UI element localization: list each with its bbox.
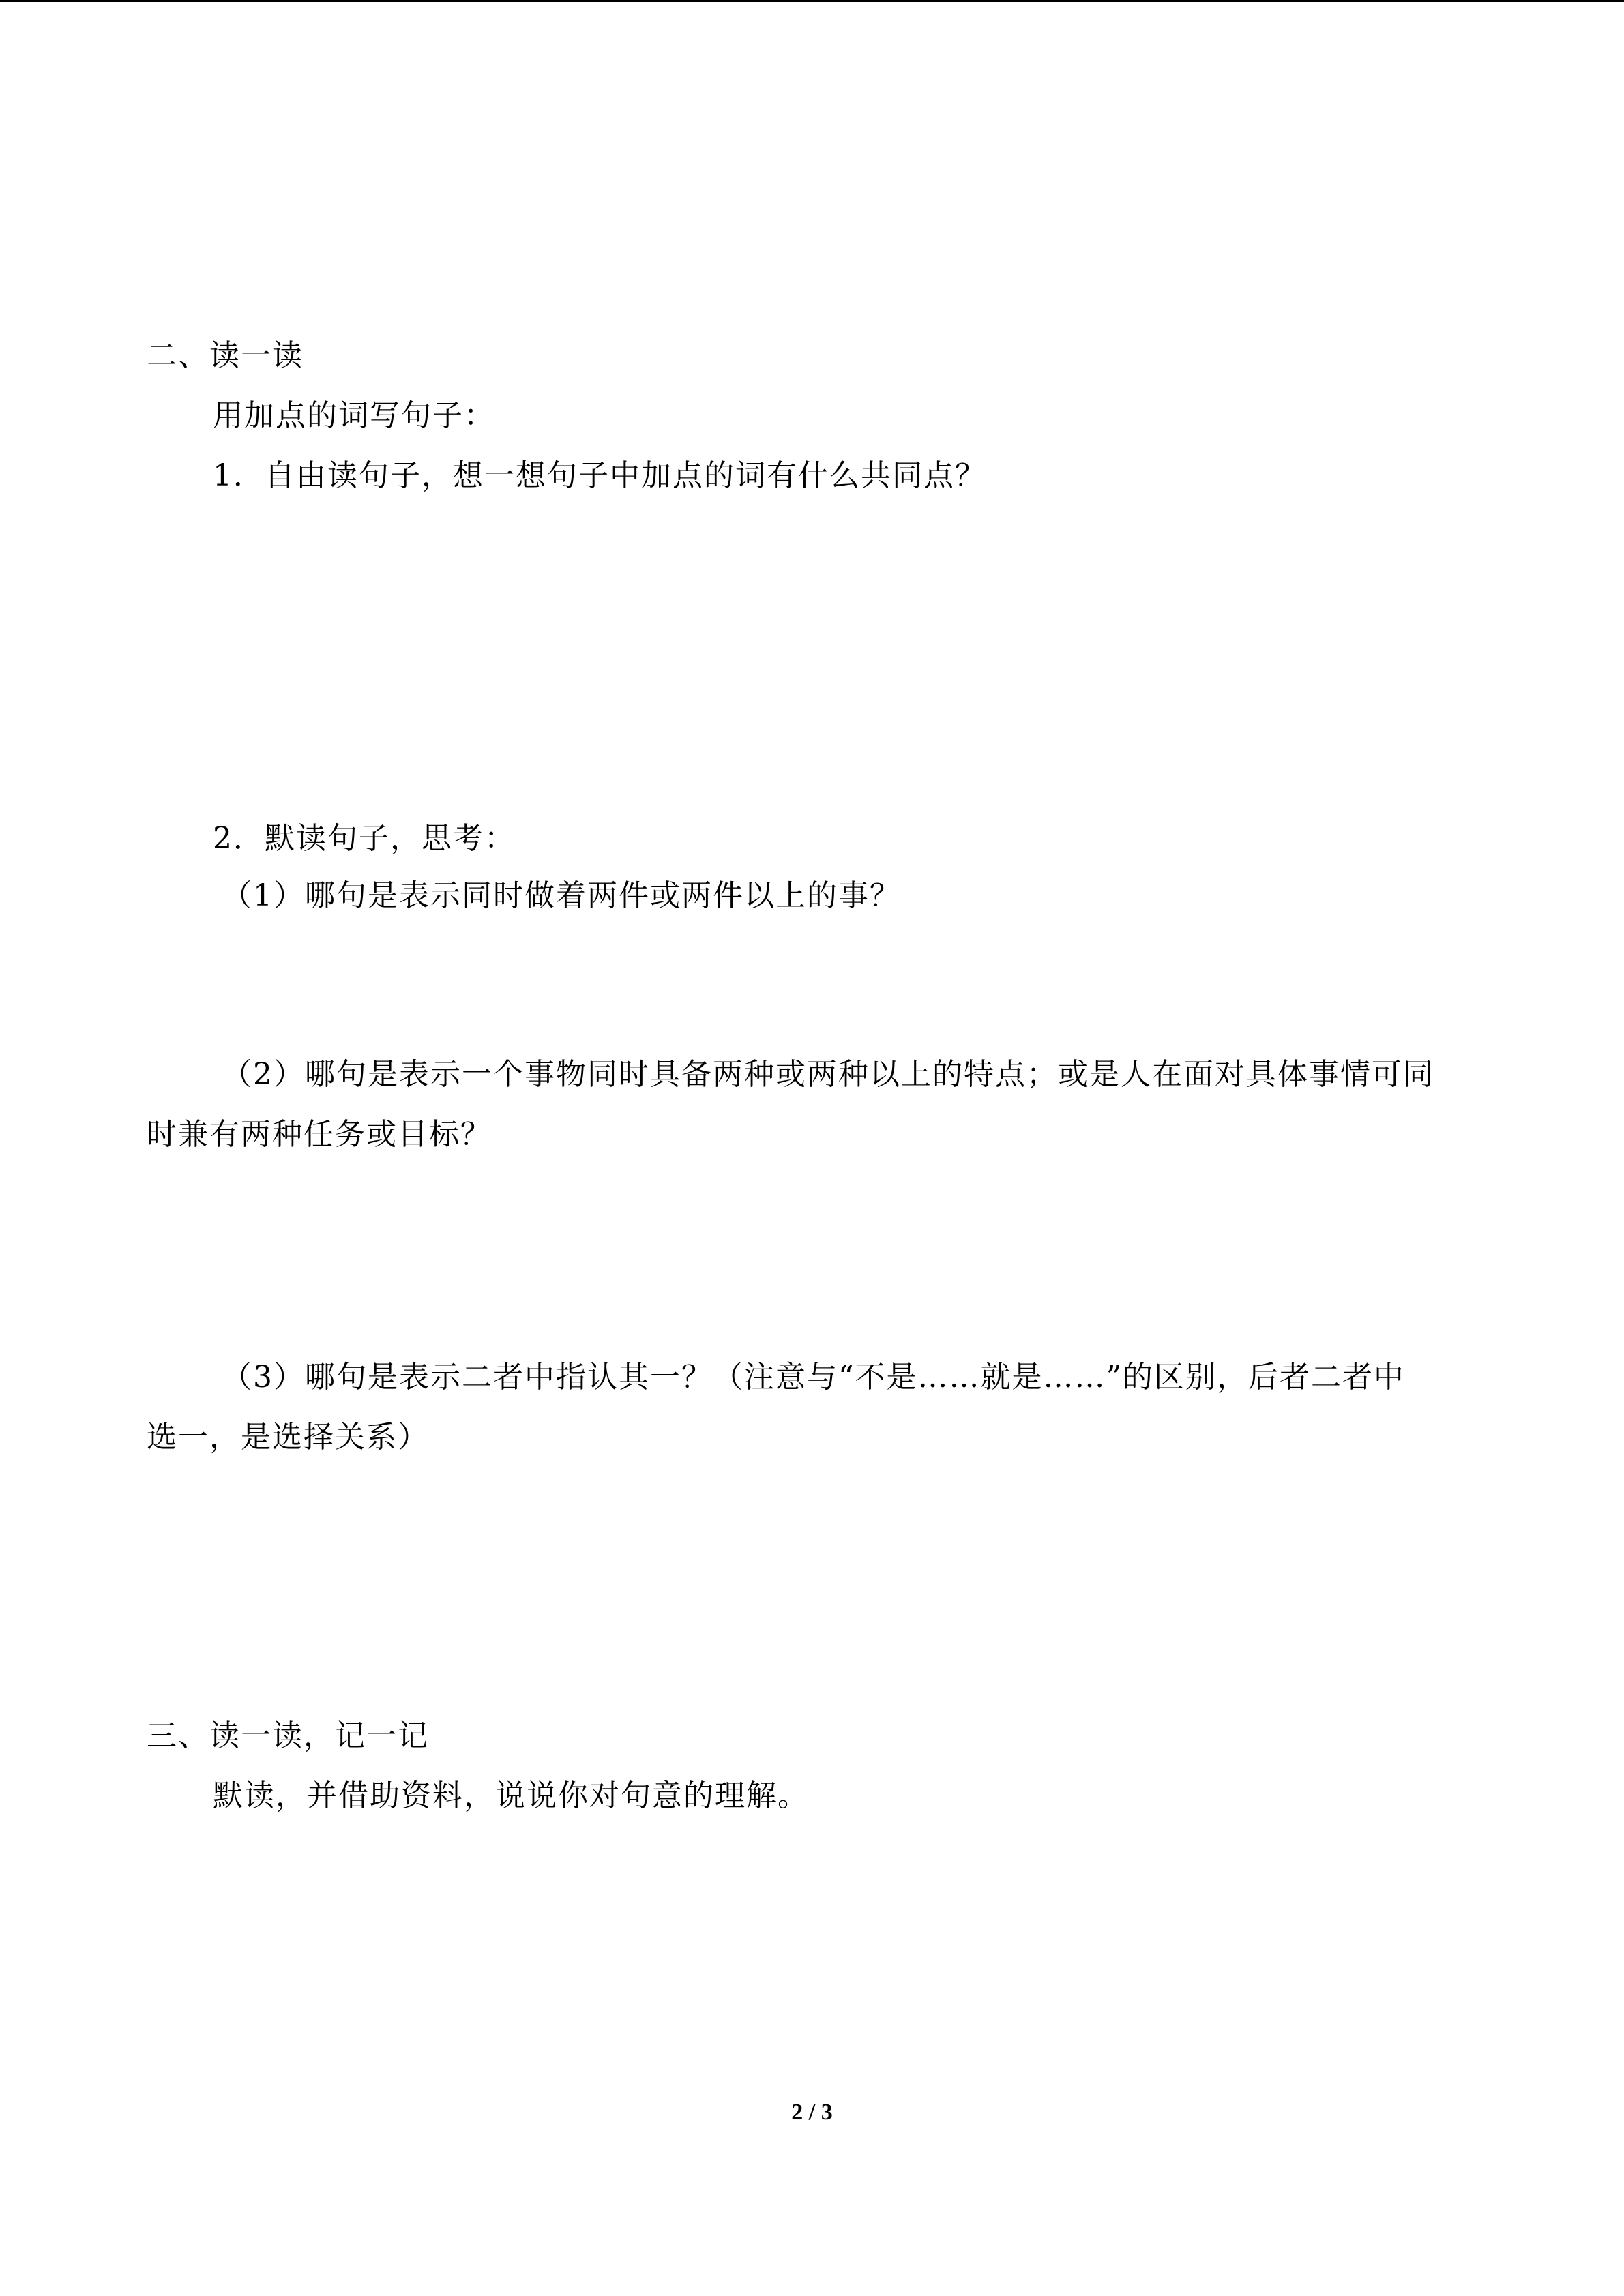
top-border-rule xyxy=(0,0,1624,2)
section-3-heading: 三、读一读，记一记 xyxy=(147,1718,429,1753)
question-2-part-1: （1）哪句是表示同时做着两件或两件以上的事？ xyxy=(222,878,901,913)
question-1: 1．自由读句子，想一想句子中加点的词有什么共同点？ xyxy=(213,458,986,493)
section-3-instruction: 默读，并借助资料，说说你对句意的理解。 xyxy=(213,1778,809,1813)
section-2-intro: 用加点的词写句子： xyxy=(213,398,495,433)
question-2: 2．默读句子，思考： xyxy=(213,821,516,856)
page-number: 2 / 3 xyxy=(791,2100,833,2125)
question-2-part-3-line-2: 选一，是选择关系） xyxy=(147,1420,429,1455)
question-2-part-2-line-2: 时兼有两种任务或目标？ xyxy=(147,1117,492,1152)
question-2-part-2-line-1: （2）哪句是表示一个事物同时具备两种或两种以上的特点；或是人在面对具体事情可同 xyxy=(222,1057,1434,1092)
section-2-heading: 二、读一读 xyxy=(147,338,304,373)
question-2-part-3-line-1: （3）哪句是表示二者中指认其一？（注意与“不是……就是……”的区别，后者二者中 xyxy=(222,1360,1405,1395)
